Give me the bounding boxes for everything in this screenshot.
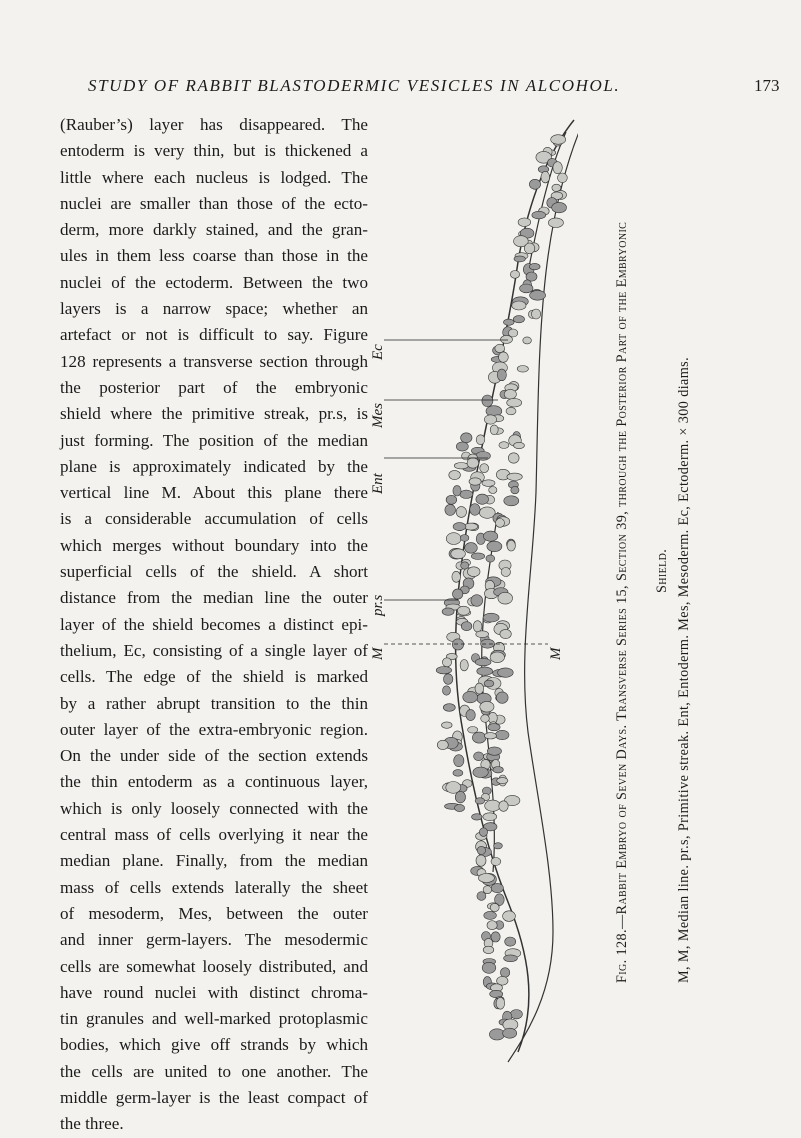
cell-mark — [524, 243, 534, 254]
cell-mark — [499, 801, 508, 812]
cell-mark — [491, 858, 501, 866]
cell-mark — [444, 674, 453, 685]
cell-mark — [464, 523, 477, 530]
body-text — [60, 112, 368, 1138]
cell-mark — [484, 911, 497, 919]
cell-mark — [480, 464, 489, 473]
cell-mark — [487, 921, 497, 930]
body-line: have round nuclei with distinct chroma- — [60, 982, 368, 1002]
cell-mark — [449, 470, 461, 479]
cell-mark — [466, 710, 475, 721]
cell-mark — [489, 1029, 504, 1040]
cell-mark — [514, 442, 525, 448]
cell-mark — [508, 453, 519, 463]
body-line: by a rather abrupt transition to the thin — [60, 693, 368, 713]
embryo-section-figure — [370, 112, 578, 1072]
body-line: tin granules and well-marked protoplasmic — [60, 1009, 368, 1029]
cell-mark — [490, 903, 499, 911]
cell-mark — [541, 171, 550, 183]
cell-mark — [551, 135, 566, 145]
cell-mark — [504, 496, 519, 506]
cell-mark — [455, 804, 465, 811]
cell-mark — [518, 218, 531, 227]
cell-mark — [501, 335, 513, 343]
body-line: layers is a narrow space; whether an — [60, 299, 368, 319]
cell-mark — [523, 337, 532, 344]
body-line: of mesoderm, Mes, between the outer — [60, 903, 368, 923]
cell-mark — [453, 523, 466, 531]
cell-mark — [504, 389, 516, 399]
cell-mark — [514, 256, 525, 262]
cell-mark — [507, 473, 522, 480]
cell-mark — [454, 463, 468, 469]
cell-mark — [446, 495, 457, 504]
cell-mark — [512, 301, 526, 310]
body-line: thelium, Ec, consisting of a single layer of — [60, 640, 368, 660]
cell-mark — [529, 179, 540, 189]
cell-mark — [500, 968, 509, 978]
body-line: which merges without boundary into the — [60, 535, 368, 555]
body-line: nuclei of the ectoderm. Between the two — [60, 272, 368, 292]
cell-mark — [478, 874, 494, 883]
cell-mark — [498, 668, 514, 677]
cell-mark — [460, 535, 469, 542]
body-line: ules in them less coarse than those in the — [60, 246, 368, 266]
body-line: mass of cells extends laterally the sheet — [60, 877, 368, 897]
cell-mark — [487, 747, 501, 755]
cell-mark — [473, 621, 482, 632]
cell-mark — [476, 494, 489, 504]
cell-mark — [520, 284, 533, 293]
cell-mark — [499, 352, 509, 362]
body-line: outer layer of the extra-embryonic region. — [60, 719, 368, 739]
body-line: shield where the primitive streak, pr.s, is — [60, 404, 368, 424]
cell-mark — [467, 567, 480, 577]
cell-mark — [454, 755, 464, 767]
cell-mark — [490, 652, 504, 663]
body-line: middle germ-layer is the least compact of — [60, 1087, 368, 1107]
cell-mark — [497, 369, 506, 381]
cell-mark — [443, 686, 451, 695]
label-prs: pr.s — [370, 594, 386, 616]
cell-mark — [453, 486, 461, 496]
cell-mark — [465, 543, 478, 554]
cell-mark — [504, 955, 518, 962]
cell-mark — [479, 828, 487, 837]
cell-mark — [491, 883, 503, 892]
cell-mark — [482, 962, 496, 973]
cell-mark — [513, 316, 524, 323]
body-line: On the under side of the section extends — [60, 746, 368, 766]
cell-mark — [446, 533, 461, 545]
cell-mark — [503, 911, 516, 922]
body-line: (Rauber’s) layer has disappeared. The — [60, 115, 368, 134]
cell-mark — [477, 667, 493, 675]
cell-mark — [483, 946, 494, 953]
cell-mark — [484, 415, 496, 424]
cell-mark — [496, 519, 505, 528]
cell-mark — [456, 507, 466, 518]
cell-mark — [510, 271, 519, 279]
cell-mark — [558, 173, 568, 183]
cell-mark — [445, 504, 456, 515]
body-line: plane is approximately indicated by the — [60, 456, 368, 476]
cell-mark — [517, 366, 528, 373]
cell-mark — [548, 218, 563, 228]
cell-mark — [477, 846, 485, 854]
body-line: layer of the shield becomes a distinct epi- — [60, 614, 368, 634]
body-line: artefact or not is difficult to say. Figure — [60, 325, 368, 345]
cell-mark — [443, 704, 455, 712]
cell-mark — [472, 732, 486, 743]
cell-mark — [467, 458, 479, 468]
cell-mark — [496, 997, 505, 1009]
label-ec: Ec — [370, 344, 386, 360]
body-line: little where each nucleus is lodged. The — [60, 167, 368, 187]
cell-mark — [483, 531, 497, 541]
label-mes: Mes — [370, 403, 386, 428]
cell-mark — [489, 487, 497, 494]
body-line: just forming. The position of the median — [60, 430, 368, 450]
cell-mark — [504, 319, 515, 325]
cell-mark — [501, 568, 510, 577]
body-line: the three. — [60, 1114, 124, 1134]
cell-mark — [530, 290, 546, 300]
cell-mark — [453, 770, 463, 777]
caption-legend: M, M, Median line. pr.s, Primitive streak. Ent, Entoderm. Mes, Mesoderm. Ec, Ectoderm. × 300 diams. — [676, 356, 692, 983]
cell-mark — [503, 1028, 517, 1038]
body-line: cells are somewhat loosely distributed, and — [60, 956, 368, 976]
cell-mark — [475, 683, 484, 694]
cell-mark — [484, 733, 496, 739]
cell-mark — [470, 504, 480, 516]
body-line: distance from the median line the outer — [60, 588, 368, 608]
cell-mark — [468, 727, 478, 734]
cell-mark — [507, 540, 515, 551]
cell-mark — [475, 658, 491, 665]
cell-mark — [461, 622, 472, 631]
cell-mark — [483, 813, 497, 821]
cell-mark — [479, 507, 495, 518]
cell-mark — [473, 767, 488, 777]
cell-mark — [495, 730, 509, 739]
page-number: 173 — [754, 76, 780, 95]
cell-mark — [482, 395, 493, 407]
cell-mark — [442, 608, 454, 615]
cell-mark — [493, 767, 503, 773]
cell-mark — [476, 435, 485, 445]
cell-mark — [481, 715, 490, 723]
body-line: entoderm is very thin, but is thickened a — [60, 141, 368, 161]
body-line: central mass of cells overlying it near the — [60, 825, 368, 845]
cell-mark — [471, 553, 484, 560]
cell-mark — [477, 892, 486, 901]
body-line: and inner germ-layers. The mesodermic — [60, 930, 368, 950]
cell-mark — [511, 486, 519, 493]
caption-title-cont: Shield. — [654, 548, 670, 593]
cell-mark — [452, 571, 461, 582]
body-line: nuclei are smaller than those of the ecto- — [60, 193, 368, 213]
cell-mark — [495, 344, 505, 352]
cell-mark — [497, 778, 508, 784]
body-line: cells. The edge of the shield is marked — [60, 667, 368, 687]
body-line: derm, more darkly stained, and the gran- — [60, 220, 368, 240]
cell-mark — [457, 606, 469, 615]
cell-mark — [552, 202, 567, 212]
cell-mark — [484, 680, 494, 687]
cell-mark — [496, 692, 508, 703]
cell-mark — [532, 211, 546, 219]
cell-mark — [480, 701, 494, 712]
cell-mark — [485, 800, 501, 811]
cell-mark — [486, 555, 495, 562]
cell-mark — [453, 589, 463, 599]
body-line: bodies, which give off strands by which — [60, 1035, 368, 1055]
caption-title: Fig. 128.—Rabbit Embryo of Seven Days. Transverse Series 15, Section 39, through the Posterior Part of the Embryonic — [614, 221, 630, 983]
label-m-left: M — [370, 647, 386, 660]
cell-mark — [442, 722, 453, 728]
cell-mark — [499, 442, 509, 449]
cell-mark — [505, 937, 516, 946]
cell-mark — [471, 595, 483, 607]
cell-mark — [436, 667, 451, 674]
cell-mark — [442, 658, 451, 667]
section-drawing — [378, 112, 578, 1072]
cell-mark — [500, 629, 511, 638]
cell-mark — [463, 691, 478, 702]
cell-mark — [455, 791, 465, 803]
cell-mark — [553, 162, 562, 174]
cell-mark — [460, 660, 468, 671]
body-line: vertical line M. About this plane there — [60, 483, 368, 503]
cell-mark — [510, 1010, 522, 1019]
cell-mark — [482, 480, 495, 487]
cell-mark — [498, 592, 513, 604]
body-line: superficial cells of the shield. A short — [60, 562, 368, 582]
body-line: 128 represents a transverse section through — [60, 351, 368, 371]
cell-mark — [488, 724, 500, 731]
cell-mark — [487, 541, 502, 551]
cell-mark — [472, 814, 482, 820]
cell-mark — [506, 407, 516, 414]
cell-mark — [469, 478, 481, 485]
cell-mark — [476, 631, 489, 638]
body-line: is a considerable accumulation of cells — [60, 509, 368, 529]
cell-mark — [507, 398, 522, 407]
cell-mark — [476, 855, 486, 866]
cell-mark — [494, 843, 503, 849]
body-line: the thin entoderm as a continuous layer, — [60, 772, 368, 792]
cell-mark — [460, 490, 473, 498]
label-m-right: M — [548, 647, 564, 660]
cell-mark — [437, 740, 448, 749]
cell-mark — [532, 309, 541, 319]
cell-mark — [529, 263, 540, 269]
cell-mark — [452, 639, 463, 650]
cell-mark — [456, 442, 468, 451]
cell-mark — [483, 613, 499, 622]
cell-mark — [490, 425, 498, 435]
label-ent: Ent — [370, 473, 386, 494]
body-line: which is only loosely connected with the — [60, 798, 368, 818]
running-head: STUDY OF RABBIT BLASTODERMIC VESICLES IN ALCOHOL. — [88, 76, 621, 95]
body-line: median plane. Finally, from the median — [60, 851, 368, 871]
cell-mark — [475, 798, 485, 804]
cell-mark — [461, 433, 472, 443]
body-line: the posterior part of the embryonic — [60, 377, 368, 397]
body-line: the cells are united to one another. The — [60, 1061, 368, 1081]
cell-mark — [451, 549, 466, 559]
cell-mark — [474, 752, 484, 761]
